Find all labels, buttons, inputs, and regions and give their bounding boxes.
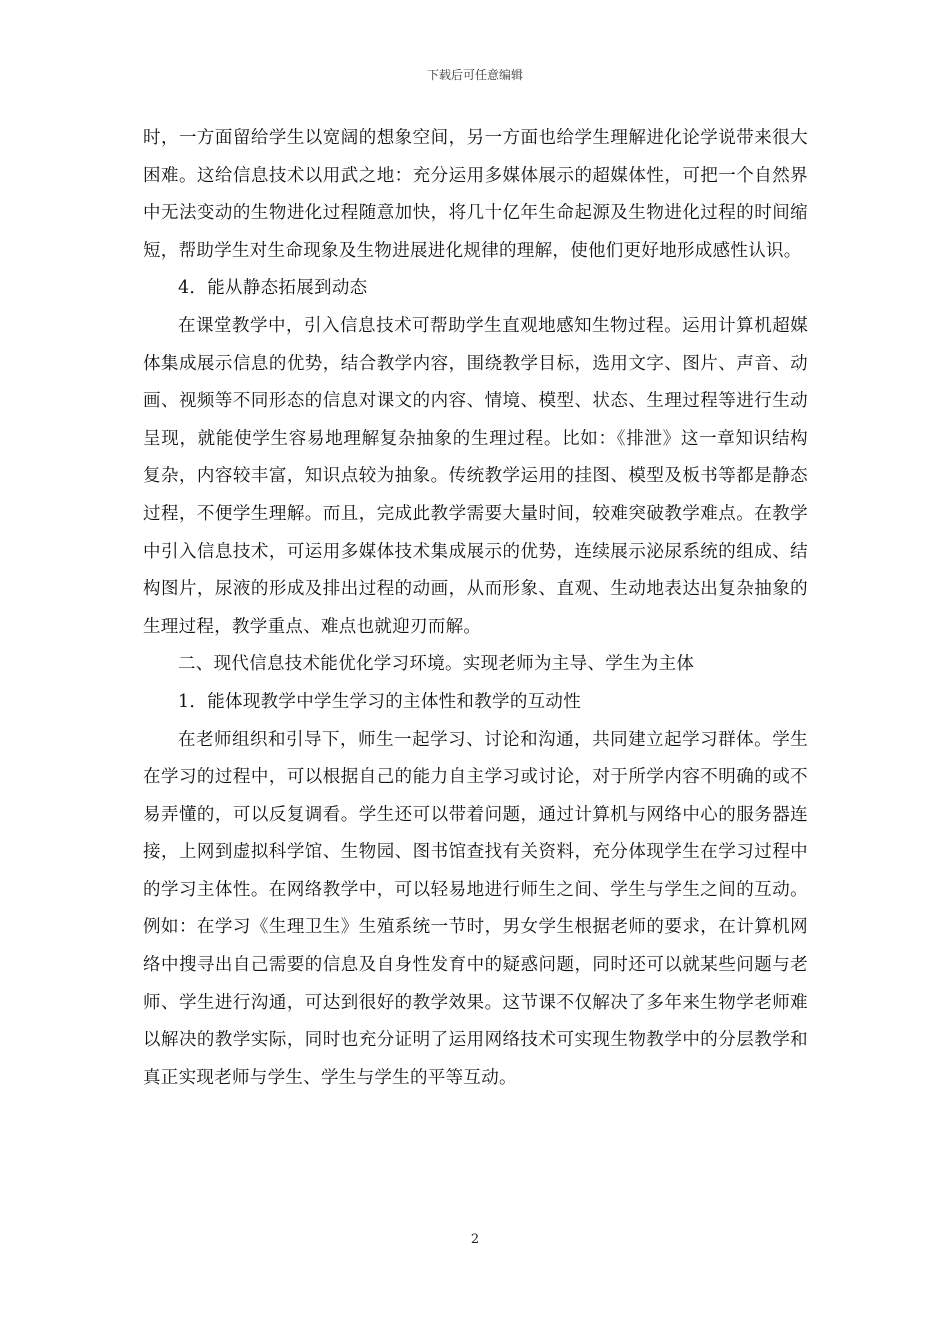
paragraph-continuation: 时，一方面留给学生以宽阔的想象空间，另一方面也给学生理解进化论学说带来很大困难。这给信息技术以用武之地：充分运用多媒体展示的超媒体性，可把一个自然界中无法变动的生物进化过程随意加快，将几十亿年生命起源及生物进化过程的时间缩短，帮助学生对生命现象及生物进展进化规律的理解，使他们更好地形成感性认识。 — [143, 128, 808, 261]
paragraph-student-subjectivity: 在老师组织和引导下，师生一起学习、讨论和沟通，共同建立起学习群体。学生在学习的过程中，可以根据自己的能力自主学习或讨论，对于所学内容不明确的或不易弄懂的，可以反复调看。学生还可以带着问题，通过计算机与网络中心的服务器连接，上网到虚拟科学馆、生物园、图书馆查找有关资料，充分体现学生在学习过程中的学习主体性。在网络教学中，可以轻易地进行师生之间、学生与学生之间的互动。例如：在学习《生理卫生》生殖系统一节时，男女学生根据老师的要求，在计算机网络中搜寻出自己需要的信息及自身性发育中的疑惑问题，同时还可以就某些问题与老师、学生进行沟通，可达到很好的教学效果。这节课不仅解决了多年来生物学老师难以解决的教学实际，同时也充分证明了运用网络技术可实现生物教学中的分层教学和真正实现老师与学生、学生与学生的平等互动。 — [143, 729, 808, 1088]
document-body — [143, 120, 808, 1097]
page-header: 下载后可任意编辑 — [426, 68, 523, 82]
section-heading-static-to-dynamic: 4．能从静态拓展到动态 — [178, 278, 368, 299]
section-heading-student-subjectivity: 1．能体现教学中学生学习的主体性和教学的互动性 — [178, 691, 582, 712]
section-heading-learning-environment: 二、现代信息技术能优化学习环境。实现老师为主导、学生为主体 — [178, 654, 695, 675]
page-number: 2 — [470, 1232, 480, 1247]
paragraph-static-to-dynamic: 在课堂教学中，引入信息技术可帮助学生直观地感知生物过程。运用计算机超媒体集成展示信息的优势，结合教学内容，围绕教学目标，选用文字、图片、声音、动画、视频等不同形态的信息对课文的内容、情境、模型、状态、生理过程等进行生动呈现，就能使学生容易地理解复杂抽象的生理过程。比如：《排泄》这一章知识结构复杂，内容较丰富，知识点较为抽象。传统教学运用的挂图、模型及板书等都是静态过程，不便学生理解。而且，完成此教学需要大量时间，较难突破教学难点。在教学中引入信息技术，可运用多媒体技术集成展示的优势，连续展示泌尿系统的组成、结构图片，尿液的形成及排出过程的动画，从而形象、直观、生动地表达出复杂抽象的生理过程，教学重点、难点也就迎刃而解。 — [143, 315, 808, 637]
